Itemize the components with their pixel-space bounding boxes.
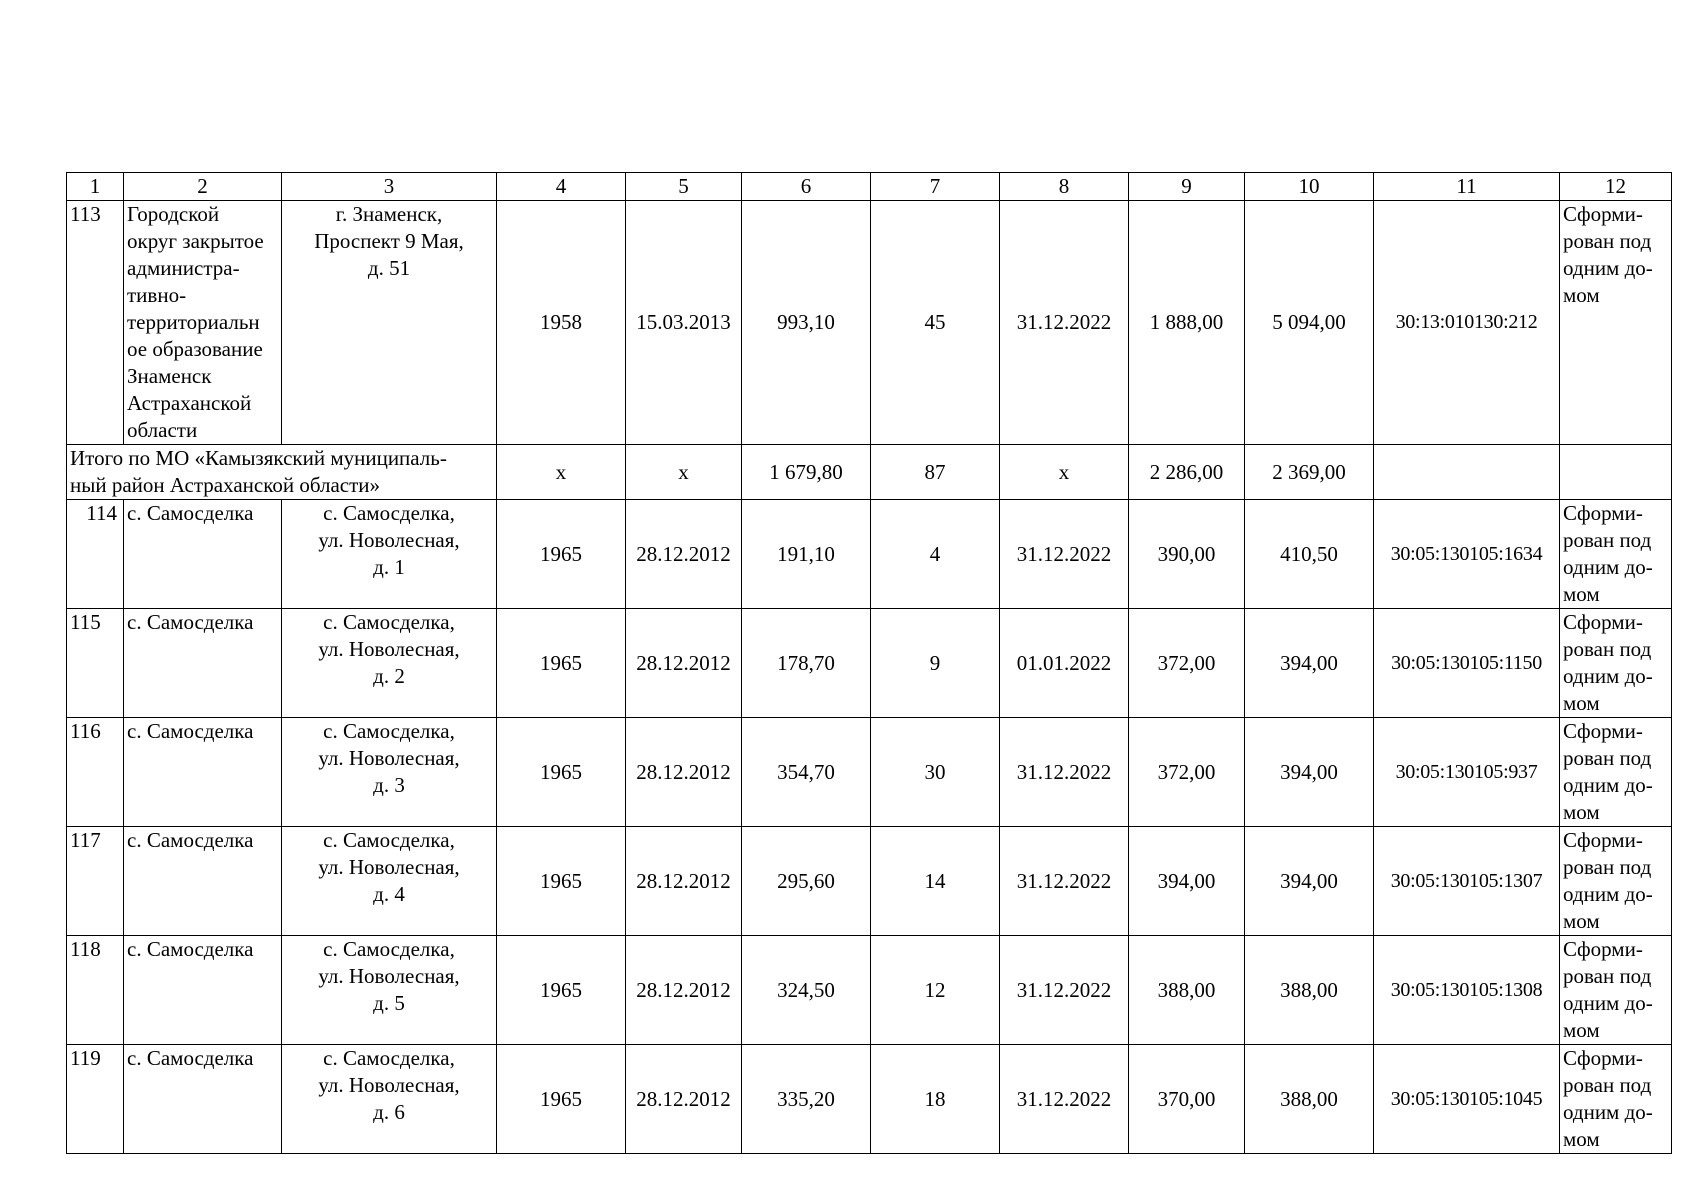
deadline-cell: 31.12.2022: [1000, 936, 1129, 1045]
note-line: рован под: [1563, 964, 1652, 988]
value-10-cell: 5 094,00: [1245, 201, 1374, 445]
note-cell: [1560, 201, 1672, 445]
summary-area-cell: 1 679,80: [742, 445, 871, 500]
municipality-line: области: [127, 418, 198, 442]
deadline-cell: 31.12.2022: [1000, 1045, 1129, 1154]
summary-year-cell: х: [497, 445, 626, 500]
value-10-cell: 394,00: [1245, 609, 1374, 718]
address-cell: [282, 1045, 497, 1154]
note-line: рован под: [1563, 855, 1652, 879]
note-line: рован под: [1563, 637, 1652, 661]
area-cell: 324,50: [742, 936, 871, 1045]
column-number-cell: 6: [742, 173, 871, 201]
area-cell: 295,60: [742, 827, 871, 936]
summary-date-cell: х: [626, 445, 742, 500]
row-number-cell: 116: [67, 718, 124, 827]
deadline-cell: 31.12.2022: [1000, 201, 1129, 445]
note-line: Сформи-: [1563, 1046, 1643, 1070]
value-10-cell: 394,00: [1245, 827, 1374, 936]
address-line: ул. Новолесная,: [318, 855, 460, 879]
cadastre-number-cell: 30:05:130105:1307: [1374, 827, 1560, 936]
column-number-cell: 5: [626, 173, 742, 201]
column-number-cell: 9: [1129, 173, 1245, 201]
municipality-cell: с. Самосделка: [124, 1045, 282, 1154]
note-line: Сформи-: [1563, 202, 1643, 226]
table-row: [67, 718, 1672, 827]
address-cell: [282, 201, 497, 445]
address-line: ул. Новолесная,: [318, 637, 460, 661]
table-row: [67, 936, 1672, 1045]
municipality-line: Знаменск: [127, 364, 212, 388]
date-cell: 28.12.2012: [626, 1045, 742, 1154]
address-line: д. 6: [373, 1100, 405, 1124]
address-cell: [282, 609, 497, 718]
note-line: мом: [1563, 283, 1600, 307]
address-line: Проспект 9 Мая,: [314, 229, 464, 253]
registry-table: [66, 172, 1672, 1154]
summary-value-9-cell: 2 286,00: [1129, 445, 1245, 500]
row-number-cell: 114: [67, 500, 124, 609]
note-line: мом: [1563, 691, 1600, 715]
note-line: Сформи-: [1563, 610, 1643, 634]
column-number-cell: 11: [1374, 173, 1560, 201]
column-number-cell: 12: [1560, 173, 1672, 201]
row-number-cell: 118: [67, 936, 124, 1045]
note-line: рован под: [1563, 1073, 1652, 1097]
address-line: д. 3: [373, 773, 405, 797]
municipality-cell: [124, 201, 282, 445]
table-row: [67, 827, 1672, 936]
address-line: с. Самосделка,: [323, 501, 455, 525]
column-number-cell: 4: [497, 173, 626, 201]
address-line: г. Знаменск,: [335, 202, 443, 226]
note-line: одним до-: [1563, 773, 1653, 797]
municipality-cell: с. Самосделка: [124, 936, 282, 1045]
date-cell: 15.03.2013: [626, 201, 742, 445]
column-number-cell: 7: [871, 173, 1000, 201]
year-cell: 1965: [497, 500, 626, 609]
address-line: ул. Новолесная,: [318, 1073, 460, 1097]
address-cell: [282, 936, 497, 1045]
table-row: [67, 500, 1672, 609]
note-cell: [1560, 718, 1672, 827]
summary-cadastre-cell: [1374, 445, 1560, 500]
cadastre-number-cell: 30:05:130105:1308: [1374, 936, 1560, 1045]
note-line: мом: [1563, 1018, 1600, 1042]
address-line: д. 2: [373, 664, 405, 688]
year-cell: 1965: [497, 1045, 626, 1154]
value-9-cell: 394,00: [1129, 827, 1245, 936]
cadastre-number-cell: 30:05:130105:1150: [1374, 609, 1560, 718]
count-cell: 45: [871, 201, 1000, 445]
cadastre-number-cell: 30:05:130105:1634: [1374, 500, 1560, 609]
deadline-cell: 31.12.2022: [1000, 500, 1129, 609]
note-line: Сформи-: [1563, 719, 1643, 743]
note-line: Сформи-: [1563, 937, 1643, 961]
note-line: мом: [1563, 1127, 1600, 1151]
date-cell: 28.12.2012: [626, 609, 742, 718]
summary-note-cell: [1560, 445, 1672, 500]
cadastre-number-cell: 30:13:010130:212: [1374, 201, 1560, 445]
address-line: д. 4: [373, 882, 405, 906]
row-number-cell: 119: [67, 1045, 124, 1154]
count-cell: 12: [871, 936, 1000, 1045]
table-row: [67, 609, 1672, 718]
area-cell: 354,70: [742, 718, 871, 827]
municipality-line: ое образование: [127, 337, 263, 361]
address-line: д. 5: [373, 991, 405, 1015]
value-9-cell: 372,00: [1129, 609, 1245, 718]
count-cell: 14: [871, 827, 1000, 936]
value-10-cell: 388,00: [1245, 1045, 1374, 1154]
address-line: ул. Новолесная,: [318, 528, 460, 552]
year-cell: 1958: [497, 201, 626, 445]
column-number-cell: 8: [1000, 173, 1129, 201]
address-cell: [282, 500, 497, 609]
row-number-cell: 113: [67, 201, 124, 445]
note-line: одним до-: [1563, 256, 1653, 280]
note-cell: [1560, 1045, 1672, 1154]
value-9-cell: 1 888,00: [1129, 201, 1245, 445]
note-line: рован под: [1563, 528, 1652, 552]
area-cell: 993,10: [742, 201, 871, 445]
table-row: [67, 201, 1672, 445]
count-cell: 4: [871, 500, 1000, 609]
value-9-cell: 388,00: [1129, 936, 1245, 1045]
note-cell: [1560, 936, 1672, 1045]
area-cell: 335,20: [742, 1045, 871, 1154]
note-line: рован под: [1563, 229, 1652, 253]
column-number-cell: 3: [282, 173, 497, 201]
summary-label-line: ный район Астраханской области»: [70, 473, 381, 497]
date-cell: 28.12.2012: [626, 827, 742, 936]
note-cell: [1560, 609, 1672, 718]
note-cell: [1560, 827, 1672, 936]
value-9-cell: 370,00: [1129, 1045, 1245, 1154]
column-number-row: [67, 173, 1672, 201]
address-line: с. Самосделка,: [323, 1046, 455, 1070]
address-line: с. Самосделка,: [323, 828, 455, 852]
note-line: Сформи-: [1563, 501, 1643, 525]
address-line: с. Самосделка,: [323, 719, 455, 743]
municipality-cell: с. Самосделка: [124, 500, 282, 609]
year-cell: 1965: [497, 609, 626, 718]
address-cell: [282, 827, 497, 936]
note-line: одним до-: [1563, 1100, 1653, 1124]
deadline-cell: 31.12.2022: [1000, 718, 1129, 827]
municipality-line: Городской: [127, 202, 220, 226]
note-line: рован под: [1563, 746, 1652, 770]
value-10-cell: 394,00: [1245, 718, 1374, 827]
municipality-cell: с. Самосделка: [124, 827, 282, 936]
summary-count-cell: 87: [871, 445, 1000, 500]
summary-value-10-cell: 2 369,00: [1245, 445, 1374, 500]
date-cell: 28.12.2012: [626, 718, 742, 827]
table-body: [67, 173, 1672, 1154]
year-cell: 1965: [497, 827, 626, 936]
municipality-line: тивно-: [127, 283, 187, 307]
note-line: мом: [1563, 582, 1600, 606]
note-line: одним до-: [1563, 555, 1653, 579]
deadline-cell: 01.01.2022: [1000, 609, 1129, 718]
year-cell: 1965: [497, 936, 626, 1045]
date-cell: 28.12.2012: [626, 936, 742, 1045]
column-number-cell: 10: [1245, 173, 1374, 201]
area-cell: 178,70: [742, 609, 871, 718]
count-cell: 30: [871, 718, 1000, 827]
municipality-line: территориальн: [127, 310, 260, 334]
address-line: ул. Новолесная,: [318, 746, 460, 770]
count-cell: 18: [871, 1045, 1000, 1154]
address-line: д. 1: [373, 555, 405, 579]
municipality-cell: с. Самосделка: [124, 609, 282, 718]
note-cell: [1560, 500, 1672, 609]
cadastre-number-cell: 30:05:130105:1045: [1374, 1045, 1560, 1154]
column-number-cell: 1: [67, 173, 124, 201]
summary-deadline-cell: х: [1000, 445, 1129, 500]
year-cell: 1965: [497, 718, 626, 827]
value-10-cell: 388,00: [1245, 936, 1374, 1045]
municipality-line: администра-: [127, 256, 240, 280]
address-line: с. Самосделка,: [323, 610, 455, 634]
cadastre-number-cell: 30:05:130105:937: [1374, 718, 1560, 827]
value-9-cell: 390,00: [1129, 500, 1245, 609]
date-cell: 28.12.2012: [626, 500, 742, 609]
note-line: одним до-: [1563, 664, 1653, 688]
row-number-cell: 115: [67, 609, 124, 718]
summary-row: [67, 445, 1672, 500]
address-cell: [282, 718, 497, 827]
value-9-cell: 372,00: [1129, 718, 1245, 827]
column-number-cell: 2: [124, 173, 282, 201]
note-line: Сформи-: [1563, 828, 1643, 852]
address-line: д. 51: [367, 256, 411, 280]
address-line: с. Самосделка,: [323, 937, 455, 961]
value-10-cell: 410,50: [1245, 500, 1374, 609]
count-cell: 9: [871, 609, 1000, 718]
summary-label-line: Итого по МО «Камызякский муниципаль-: [70, 446, 447, 470]
area-cell: 191,10: [742, 500, 871, 609]
note-line: мом: [1563, 909, 1600, 933]
municipality-line: Астраханской: [127, 391, 252, 415]
address-line: ул. Новолесная,: [318, 964, 460, 988]
summary-label-cell: [67, 445, 497, 500]
row-number-cell: 117: [67, 827, 124, 936]
note-line: одним до-: [1563, 991, 1653, 1015]
note-line: одним до-: [1563, 882, 1653, 906]
municipality-cell: с. Самосделка: [124, 718, 282, 827]
table-row: [67, 1045, 1672, 1154]
note-line: мом: [1563, 800, 1600, 824]
municipality-line: округ закрытое: [127, 229, 264, 253]
deadline-cell: 31.12.2022: [1000, 827, 1129, 936]
